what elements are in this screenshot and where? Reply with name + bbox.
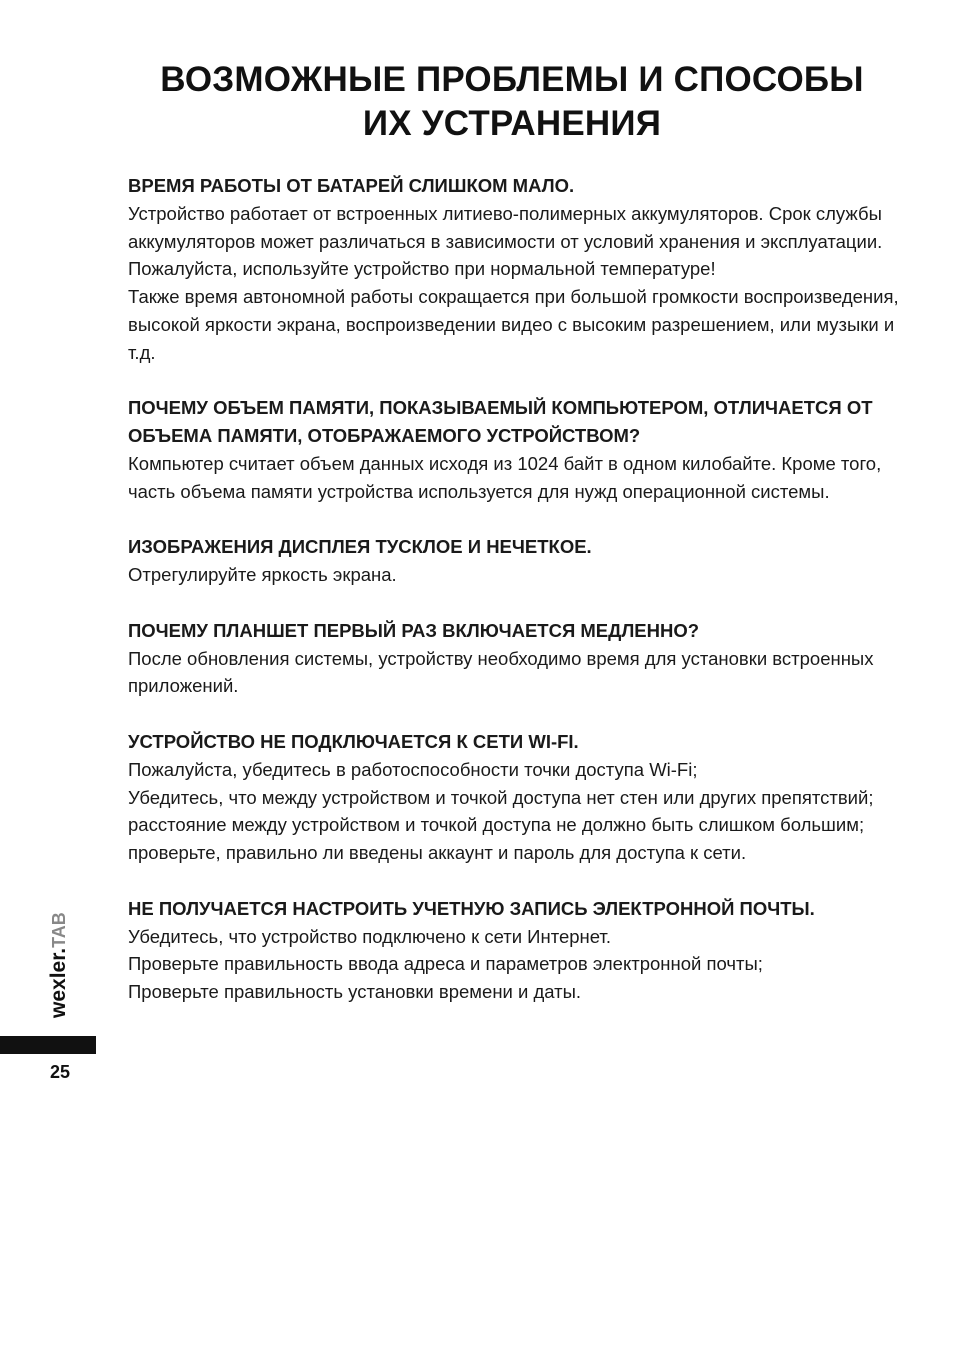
section-heading: УСТРОЙСТВО НЕ ПОДКЛЮЧАЕТСЯ К СЕТИ WI-FI.: [128, 730, 579, 752]
section-paragraph: Отрегулируйте яркость экрана.: [128, 564, 397, 586]
brand-sub: TAB: [49, 912, 69, 948]
page-title-line-2: ИХ УСТРАНЕНИЯ: [362, 104, 662, 143]
page-number: 25: [50, 1062, 71, 1082]
section-display: [128, 533, 908, 589]
section-heading: НЕ ПОЛУЧАЕТСЯ НАСТРОИТЬ УЧЕТНУЮ ЗАПИСЬ ЭЛЕКТРОННОЙ ПОЧТЫ.: [128, 897, 815, 919]
page-title: [0, 58, 954, 146]
section-paragraph: Убедитесь, что между устройством и точкой доступа нет стен или других препятствий; расстояние между устройством и точкой доступа не должно быть слишком большим; проверьте, правильно ли введены аккаунт и пароль для доступа к сети.: [128, 786, 874, 864]
section-heading: ПОЧЕМУ ОБЪЕМ ПАМЯТИ, ПОКАЗЫВАЕМЫЙ КОМПЬЮТЕРОМ, ОТЛИЧАЕТСЯ ОТ ОБЪЕМА ПАМЯТИ, ОТОБРАЖАЕМОГО УСТРОЙСТВОМ?: [128, 397, 873, 447]
brand-logo: [46, 912, 72, 1018]
page-marker-bar: [0, 1036, 96, 1054]
section-email: [128, 895, 908, 1006]
section-heading: ИЗОБРАЖЕНИЯ ДИСПЛЕЯ ТУСКЛОЕ И НЕЧЕТКОЕ.: [128, 536, 592, 558]
section-paragraph: Проверьте правильность установки времени и даты.: [128, 981, 582, 1003]
page-title-line-1: ВОЗМОЖНЫЕ ПРОБЛЕМЫ И СПОСОБЫ: [160, 60, 864, 99]
section-paragraph: Убедитесь, что устройство подключено к сети Интернет.: [128, 925, 611, 947]
section-wifi: [128, 728, 908, 867]
section-paragraph: Компьютер считает объем данных исходя из 1024 байт в одном килобайте. Кроме того, часть объема памяти устройства используется для нужд операционной системы.: [128, 452, 882, 502]
troubleshooting-content: [128, 172, 908, 1034]
brand-separator: .: [47, 947, 70, 954]
section-memory: [128, 394, 908, 505]
section-paragraph: Проверьте правильность ввода адреса и параметров электронной почты;: [128, 953, 763, 975]
section-heading: ПОЧЕМУ ПЛАНШЕТ ПЕРВЫЙ РАЗ ВКЛЮЧАЕТСЯ МЕДЛЕННО?: [128, 619, 700, 641]
section-paragraph: Также время автономной работы сокращается при большой громкости воспроизведения, высокой яркости экрана, воспроизведении видео с высоким разрешением, или музыки и т.д.: [128, 286, 899, 363]
section-paragraph: После обновления системы, устройству необходимо время для установки встроенных приложений.: [128, 647, 874, 697]
section-slow-start: [128, 617, 908, 700]
brand-name: wexler: [47, 953, 70, 1018]
section-heading: ВРЕМЯ РАБОТЫ ОТ БАТАРЕЙ СЛИШКОМ МАЛО.: [128, 175, 575, 196]
section-paragraph: Устройство работает от встроенных литиево-полимерных аккумуляторов. Срок службы аккумуляторов может различаться в зависимости от условий хранения и эксплуатации. Пожалуйста, используйте устройство при нормальной температуре!: [128, 202, 883, 280]
section-paragraph: Пожалуйста, убедитесь в работоспособности точки доступа Wi-Fi;: [128, 758, 698, 780]
section-battery: [128, 172, 908, 367]
